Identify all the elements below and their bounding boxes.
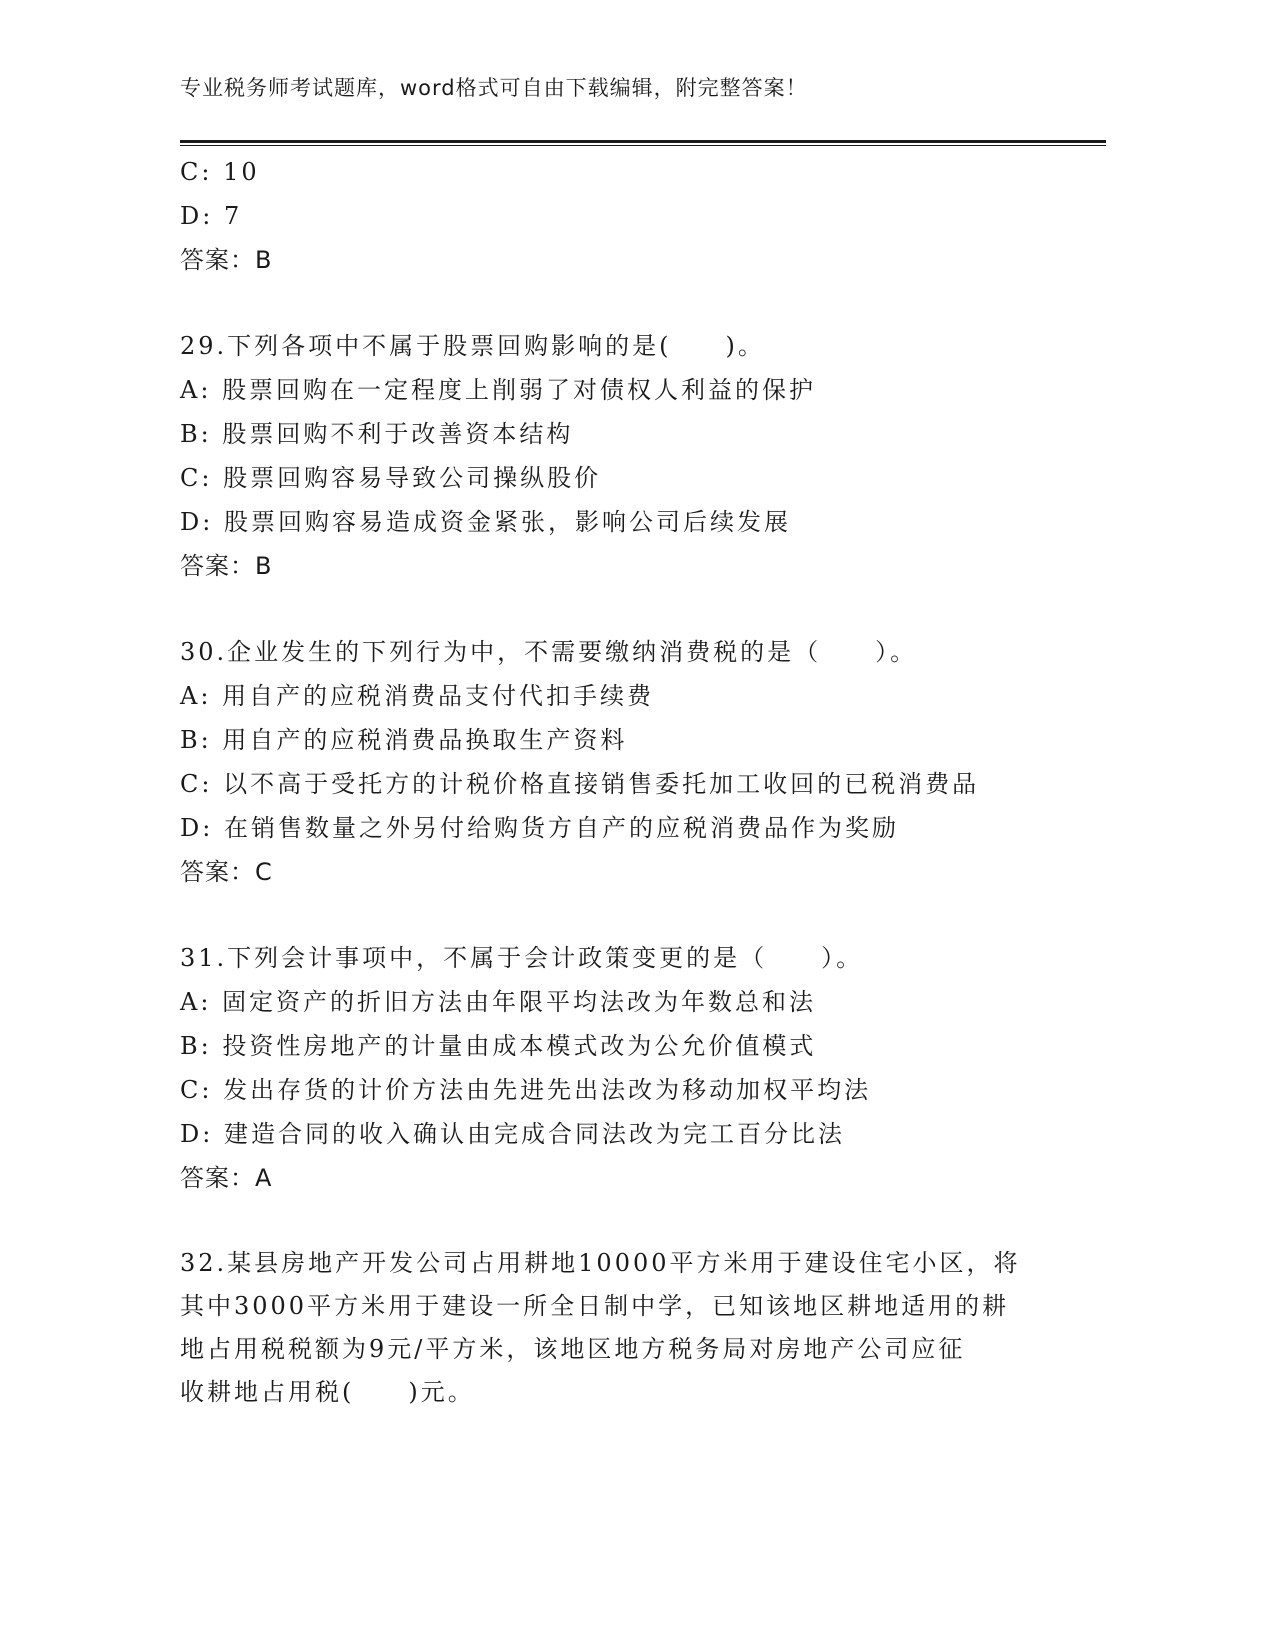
option-label: B xyxy=(180,726,201,754)
option-d: D: 7 xyxy=(180,202,243,230)
answer-label: 答案： xyxy=(180,858,255,886)
question-stem-line: 地占用税税额为9元/平方米，该地区地方税务局对房地产公司应征 xyxy=(180,1335,966,1363)
option-b: B: 投资性房地产的计量由成本模式改为公允价值模式 xyxy=(180,1032,817,1060)
option-d: D: 在销售数量之外另付给购货方自产的应税消费品作为奖励 xyxy=(180,814,899,842)
option-text: 股票回购容易造成资金紧张，影响公司后续发展 xyxy=(223,508,791,536)
option-label: C xyxy=(180,158,202,186)
answer-line xyxy=(180,1156,1040,1200)
question-32 xyxy=(180,1242,1030,1414)
option-text: 7 xyxy=(223,202,243,230)
question-stem-line: 其中3000平方米用于建设一所全日制中学，已知该地区耕地适用的耕 xyxy=(180,1292,1010,1320)
option-label: B xyxy=(180,420,201,448)
answer-line xyxy=(180,850,1040,894)
option-label: D xyxy=(180,202,203,230)
option-label: A xyxy=(180,682,201,710)
document-content xyxy=(180,150,1040,1414)
option-b: B: 股票回购不利于改善资本结构 xyxy=(180,420,574,448)
option-label: D xyxy=(180,1120,203,1148)
option-text: 股票回购不利于改善资本结构 xyxy=(222,420,574,448)
option-text: 以不高于受托方的计税价格直接销售委托加工收回的已税消费品 xyxy=(223,770,980,798)
option-a: A: 固定资产的折旧方法由年限平均法改为年数总和法 xyxy=(180,988,817,1016)
option-text: 发出存货的计价方法由先进先出法改为移动加权平均法 xyxy=(223,1076,872,1104)
option-text: 10 xyxy=(223,158,260,186)
option-label: C xyxy=(180,770,202,798)
question-stem: 31.下列会计事项中，不属于会计政策变更的是（ ）。 xyxy=(180,944,864,972)
question-stem: 29.下列各项中不属于股票回购影响的是( )。 xyxy=(180,332,765,360)
option-text: 用自产的应税消费品换取生产资料 xyxy=(222,726,628,754)
option-a: A: 股票回购在一定程度上削弱了对债权人利益的保护 xyxy=(180,376,817,404)
option-c: C: 10 xyxy=(180,158,260,186)
answer-label: 答案： xyxy=(180,1164,255,1192)
option-label: D xyxy=(180,508,203,536)
question-31 xyxy=(180,936,1040,1200)
option-text: 股票回购容易导致公司操纵股价 xyxy=(223,464,602,492)
option-text: 在销售数量之外另付给购货方自产的应税消费品作为奖励 xyxy=(223,814,899,842)
answer-value: C xyxy=(255,858,273,886)
option-label: C xyxy=(180,464,202,492)
option-text: 股票回购在一定程度上削弱了对债权人利益的保护 xyxy=(222,376,817,404)
option-text: 建造合同的收入确认由完成合同法改为完工百分比法 xyxy=(223,1120,845,1148)
question-30 xyxy=(180,630,1040,894)
option-c: C: 发出存货的计价方法由先进先出法改为移动加权平均法 xyxy=(180,1076,872,1104)
question-stem: 30.企业发生的下列行为中，不需要缴纳消费税的是（ ）。 xyxy=(180,638,918,666)
answer-line xyxy=(180,544,1040,588)
page-header: 专业税务师考试题库，word格式可自由下载编辑，附完整答案！ xyxy=(180,76,808,100)
answer-label: 答案： xyxy=(180,246,255,274)
question-stem-line: 32.某县房地产开发公司占用耕地10000平方米用于建设住宅小区，将 xyxy=(180,1249,1021,1277)
option-label: D xyxy=(180,814,203,842)
answer-line xyxy=(180,238,1040,282)
option-c: C: 股票回购容易导致公司操纵股价 xyxy=(180,464,602,492)
answer-value: B xyxy=(255,246,273,274)
answer-label: 答案： xyxy=(180,552,255,580)
option-label: A xyxy=(180,376,201,404)
header-rule-thin xyxy=(180,145,1106,146)
answer-value: B xyxy=(255,552,273,580)
option-label: A xyxy=(180,988,201,1016)
option-b: B: 用自产的应税消费品换取生产资料 xyxy=(180,726,628,754)
header-rule-thick xyxy=(180,140,1106,143)
answer-value: A xyxy=(255,1164,273,1192)
prev-question-block xyxy=(180,150,1040,282)
option-text: 固定资产的折旧方法由年限平均法改为年数总和法 xyxy=(222,988,817,1016)
option-d: D: 建造合同的收入确认由完成合同法改为完工百分比法 xyxy=(180,1120,845,1148)
question-29 xyxy=(180,324,1040,588)
option-a: A: 用自产的应税消费品支付代扣手续费 xyxy=(180,682,655,710)
option-label: B xyxy=(180,1032,201,1060)
option-text: 用自产的应税消费品支付代扣手续费 xyxy=(222,682,655,710)
option-text: 投资性房地产的计量由成本模式改为公允价值模式 xyxy=(222,1032,817,1060)
option-label: C xyxy=(180,1076,202,1104)
option-d: D: 股票回购容易造成资金紧张，影响公司后续发展 xyxy=(180,508,791,536)
option-c: C: 以不高于受托方的计税价格直接销售委托加工收回的已税消费品 xyxy=(180,770,980,798)
question-stem-line: 收耕地占用税( )元。 xyxy=(180,1378,475,1406)
